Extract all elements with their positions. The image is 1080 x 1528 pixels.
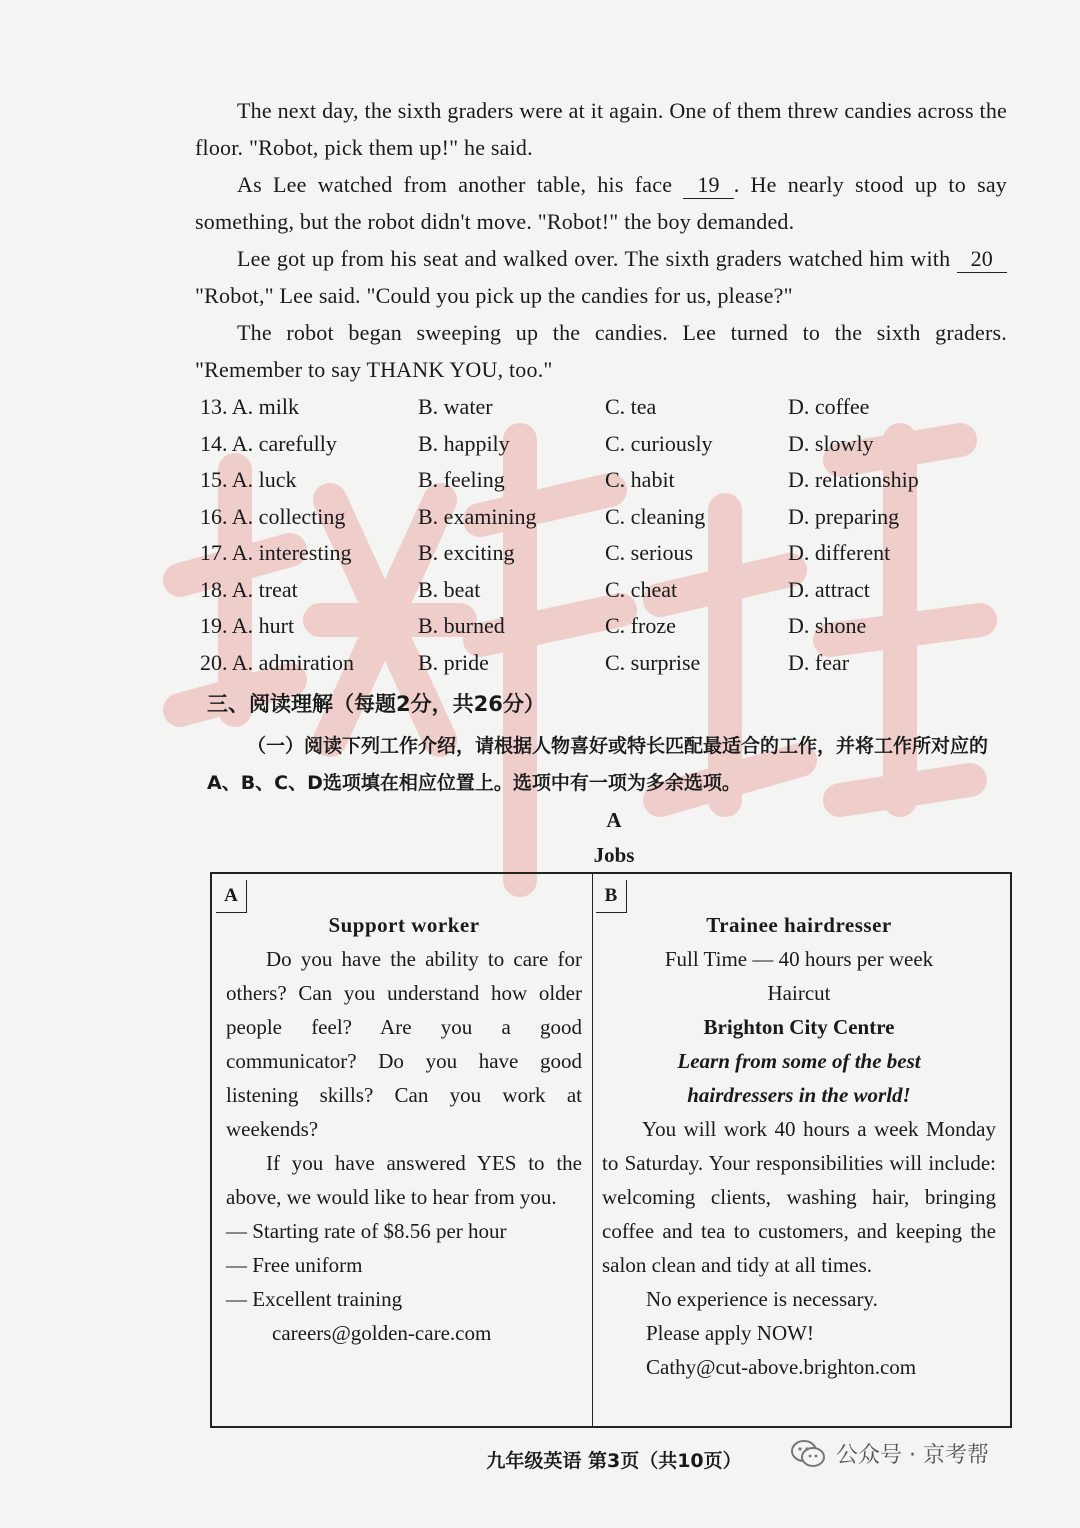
option-b: B. examining (418, 503, 537, 529)
option-a: 19. A. hurt (200, 613, 295, 639)
page-footer: 九年级英语 第3页（共10页） (486, 1450, 742, 1472)
job-a-call-to-action: If you have answered YES to the above, we would like to hear from you. (226, 1151, 582, 1209)
job-b-note: Please apply NOW! (646, 1321, 814, 1345)
passage-text: Lee got up from his seat and walked over. The sixth graders watched him with (237, 246, 957, 271)
option-a: 15. A. luck (200, 467, 297, 493)
option-row-17 (200, 535, 990, 572)
option-d: D. preparing (788, 503, 900, 529)
option-d: D. slowly (788, 430, 874, 456)
option-b: B. water (418, 394, 493, 420)
job-a-email: careers@golden-care.com (272, 1321, 492, 1345)
passage-paragraph (195, 240, 1007, 314)
job-b-note: No experience is necessary. (646, 1287, 878, 1311)
option-b: B. exciting (418, 540, 515, 566)
option-a: 20. A. admiration (200, 649, 354, 675)
option-b: B. pride (418, 649, 489, 675)
option-row-19 (200, 608, 990, 645)
option-c: C. habit (605, 467, 675, 493)
option-b: B. feeling (418, 467, 505, 493)
option-c: C. tea (605, 394, 657, 420)
section-heading: 三、阅读理解（每题2分，共26分） (207, 692, 545, 716)
option-d: D. attract (788, 576, 870, 602)
option-c: C. serious (605, 540, 693, 566)
job-b-description: You will work 40 hours a week Monday to Saturday. Your responsibilities will include: welcoming clients, washing hair, bringing coffee and tea to customers, and keeping the salon clean and tidy at all times. (602, 1117, 996, 1277)
option-row-15 (200, 462, 990, 499)
passage-paragraph (195, 166, 1007, 240)
instruction-text: （一）阅读下列工作介绍，请根据人物喜好或特长匹配最适合的工作，并将工作所对应的A、B、C、D选项填在相应位置上。选项中有一项为多余选项。 (207, 735, 989, 794)
answer-blank-20: 20 (957, 246, 1007, 273)
answer-options (200, 389, 990, 681)
option-a: 13. A. milk (200, 394, 300, 420)
passage-text: As Lee watched from another table, his face (237, 172, 684, 197)
wechat-watermark (790, 1438, 989, 1469)
option-d: D. fear (788, 649, 850, 675)
passage-label: A (606, 808, 622, 832)
option-row-14 (200, 426, 990, 463)
column-divider (592, 874, 593, 1426)
wechat-icon (790, 1439, 826, 1469)
passage-text: . He nearly stood up to say something, but the robot didn't move. "Robot!" the boy demanded. (195, 172, 1007, 234)
job-a-benefit: — Starting rate of $8.56 per hour (226, 1219, 507, 1243)
job-b-title: Trainee hairdresser (706, 913, 892, 937)
option-row-20 (200, 645, 990, 682)
option-b: B. beat (418, 576, 481, 602)
option-c: C. cleaning (605, 503, 706, 529)
passage-paragraph: The robot began sweeping up the candies. Lee turned to the sixth graders. "Remember to say THANK YOU, too." (195, 320, 1007, 382)
option-a: 14. A. carefully (200, 430, 337, 456)
wechat-account: 公众号 · 京考帮 (836, 1443, 989, 1468)
passage (195, 92, 1007, 388)
option-c: C. cheat (605, 576, 678, 602)
option-a: 18. A. treat (200, 576, 298, 602)
job-a-description: Do you have the ability to care for others? Can you understand how older people feel? Are you a good communicator? Do you have good listening skills? Can you work at weekends? (226, 947, 582, 1141)
option-b: B. burned (418, 613, 505, 639)
option-a: 16. A. collecting (200, 503, 346, 529)
job-a-benefit: — Free uniform (226, 1253, 363, 1277)
option-d: D. different (788, 540, 891, 566)
option-b: B. happily (418, 430, 510, 456)
option-d: D. shone (788, 613, 867, 639)
option-c: C. curiously (605, 430, 713, 456)
job-b-company: Haircut (767, 981, 831, 1005)
job-b-email: Cathy@cut-above.brighton.com (646, 1355, 917, 1379)
option-a: 17. A. interesting (200, 540, 352, 566)
job-b-slogan: hairdressers in the world! (687, 1083, 911, 1107)
job-a (226, 908, 582, 1350)
jobs-table (210, 872, 1012, 1428)
section-instruction (207, 728, 1007, 802)
passage-paragraph: The next day, the sixth graders were at it again. One of them threw candies across the floor. "Robot, pick them up!" he said. (195, 98, 1007, 160)
option-c: C. froze (605, 613, 676, 639)
passage-title: Jobs (593, 843, 635, 867)
option-d: D. coffee (788, 394, 870, 420)
option-c: C. surprise (605, 649, 701, 675)
passage-text: "Robot," Lee said. "Could you pick up the candies for us, please?" (195, 283, 793, 308)
job-a-title: Support worker (328, 913, 480, 937)
option-row-18 (200, 572, 990, 609)
option-row-16 (200, 499, 990, 536)
job-b-tag: B (596, 880, 627, 913)
job-b-hours: Full Time — 40 hours per week (664, 947, 934, 971)
job-a-tag: A (216, 880, 247, 913)
job-a-benefit: — Excellent training (226, 1287, 403, 1311)
job-b-slogan: Learn from some of the best (677, 1049, 921, 1073)
job-b (602, 908, 996, 1384)
option-row-13 (200, 389, 990, 426)
answer-blank-19: 19 (683, 172, 733, 199)
option-d: D. relationship (788, 467, 919, 493)
job-b-location: Brighton City Centre (703, 1015, 895, 1039)
